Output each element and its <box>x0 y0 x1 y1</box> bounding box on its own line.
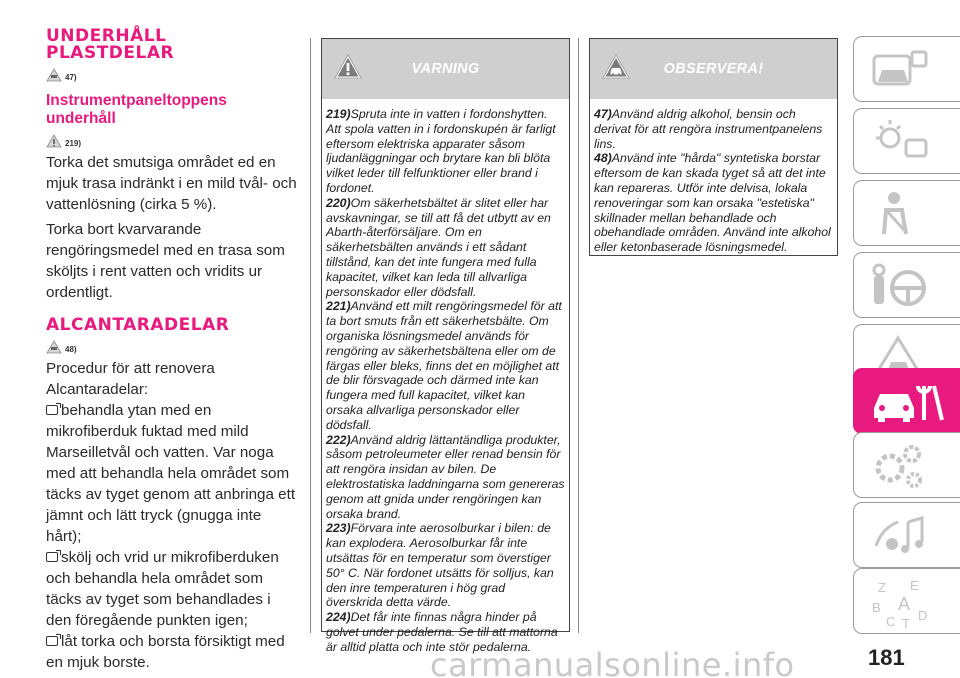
car-warning-icon <box>602 53 630 81</box>
warning-box <box>321 38 570 654</box>
observe-box <box>589 38 838 256</box>
warning-box-header <box>322 39 569 99</box>
nav-tab-instruments[interactable] <box>853 36 960 102</box>
bullet-icon <box>46 636 58 646</box>
warning-item: 222)Använd aldrig lättantändliga produkter, såsom petroleumeter eller renad bensin för att rengöra insidan av bilen. De elektrostatiska laddningarna som genereras genom att gnida under rengöringen kan orsaka brand. <box>326 432 565 521</box>
nav-tab-start-drive[interactable] <box>853 252 960 318</box>
nav-tab-lights[interactable] <box>853 108 960 174</box>
observe-title: OBSERVERA! <box>663 61 764 77</box>
paragraph-procedure-intro: Procedur för att renovera Alcantaradelar: <box>46 360 215 398</box>
bullet-icon <box>46 552 58 562</box>
main-column <box>46 28 298 673</box>
note-ref-48[interactable]: 48) <box>46 338 298 354</box>
warning-triangle-icon <box>46 134 62 148</box>
observe-item: 48)Använd inte "hårda" syntetiska borstar eftersom de kan skada tyget så att det inte kan repareras. Utför inte delvisa, lokala renoveringar som kan orsaka "estetiska" skillnader mellan behandlade och obehandlade områden. Använd inte alkohol eller ketonbaserade lösningsmedel. <box>594 151 831 255</box>
nav-tab-technical-data[interactable] <box>853 432 960 498</box>
page-number: 181 <box>868 645 905 670</box>
paragraph-clean-instructions: Torka det smutsiga området ed en mjuk trasa indränkt i en mild tvål- och vattenlösning (cirka 5 %). <box>46 154 297 213</box>
column-divider <box>310 38 311 633</box>
list-item: skölj och vrid ur mikrofiberduken och behandla hela området som täcks av tyget som behandlades i den föregående punkten igen; <box>46 549 279 629</box>
key-steering-icon <box>868 258 932 314</box>
nav-tab-index[interactable] <box>853 568 960 634</box>
car-warning-icon <box>46 340 62 354</box>
list-item: behandla ytan med en mikrofiberduk fuktad med mild Marseilletvål och vatten. Var noga med att behandla hela området som täcks av tyget genom att anbringa ett jämnt och lätt tryck (gnugga inte hårt); <box>46 402 296 545</box>
warning-item: 224)Det får inte finnas några hinder på golvet under pedalerna. Se till att mattorna är alltid platta och inte stör pedalerna. <box>326 610 558 654</box>
watermark: carmanualsonline.info <box>430 646 795 678</box>
nav-tab-maintenance[interactable] <box>853 368 960 434</box>
warning-title: VARNING <box>411 61 480 77</box>
paragraph-rinse-instructions: Torka bort kvarvarande rengöringsmedel med en trasa som sköljts i rent vatten och vridits ur ordentligt. <box>46 221 285 301</box>
car-warning-icon <box>46 68 62 82</box>
svg-text:A: A <box>898 594 911 614</box>
list-item: låt torka och borsta försiktigt med en mjuk borste. <box>46 633 285 671</box>
gears-icon <box>868 438 932 494</box>
multimedia-icon <box>868 508 932 564</box>
warning-item: 223)Förvara inte aerosolburkar i bilen: de kan explodera. Aerosolburkar får inte utsättas för en temperatur som överstiger 50° C. När fordonet utsätts för solljus, kan den inre temperaturen i hög grad överskrida detta värde. <box>326 521 554 610</box>
svg-text:T: T <box>902 616 910 630</box>
note-ref-219[interactable]: 219) <box>46 132 298 148</box>
warning-triangle-icon <box>334 53 362 81</box>
warning-body <box>322 99 569 660</box>
svg-text:E: E <box>910 578 919 593</box>
svg-text:B: B <box>872 600 881 615</box>
bullet-icon <box>46 405 58 415</box>
seatbelt-icon <box>868 186 932 242</box>
svg-text:Z: Z <box>878 580 886 595</box>
car-wrench-icon <box>868 374 948 430</box>
observe-box-header <box>590 39 837 99</box>
column-divider <box>578 38 579 633</box>
subheading-dashboard: Instrumentpaneltoppens underhåll <box>46 92 227 127</box>
dashboard-car-icon <box>868 42 932 98</box>
section-title-plastic: UNDERHÅLL PLASTDELAR <box>46 26 175 63</box>
svg-text:C: C <box>886 614 896 629</box>
observe-body <box>590 99 837 261</box>
warning-item: 220)Om säkerhetsbältet är slitet eller har avskavningar, se till att få det utbytt av en Abarth-återförsäljare. Om en säkerhetsbälten används i ett sådant tillstånd, kan det inte fungera med fulla kapacitet, vilket kan leda till allvarliga personskador eller dödsfall. <box>326 195 551 299</box>
light-indicator-icon <box>868 114 932 170</box>
warning-item: 221)Använd ett milt rengöringsmedel för att ta bort smuts från ett säkerhetsbälte. Om organiska lösningsmedel används för rengöring av säkerhetsbältena eller om de färgas eller bleks, finns det en möjlighet att de blir försvagade och därmed inte kan fungera med full kapacitet, vilket kan orsaka allvarliga personskador eller dödsfall. <box>326 299 562 432</box>
observe-item: 47)Använd aldrig alkohol, bensin och derivat för att rengöra instrumentpanelens lins. <box>594 107 823 151</box>
note-ref-47[interactable]: 47) <box>46 66 298 82</box>
nav-tab-multimedia[interactable] <box>853 502 960 568</box>
svg-text:D: D <box>918 608 928 623</box>
alphabet-index-icon <box>868 574 932 630</box>
section-title-alcantara: ALCANTARADELAR <box>46 315 230 335</box>
warning-item: 219)Spruta inte in vatten i fordonshytten. Att spola vatten in i fordonskupén är farligt eftersom elektriska apparater såsom ljudanläggningar och brytare kan bli blöta vilket leder till felfunktioner eller brand i fordonet. <box>326 107 556 195</box>
nav-tab-safety[interactable] <box>853 180 960 246</box>
